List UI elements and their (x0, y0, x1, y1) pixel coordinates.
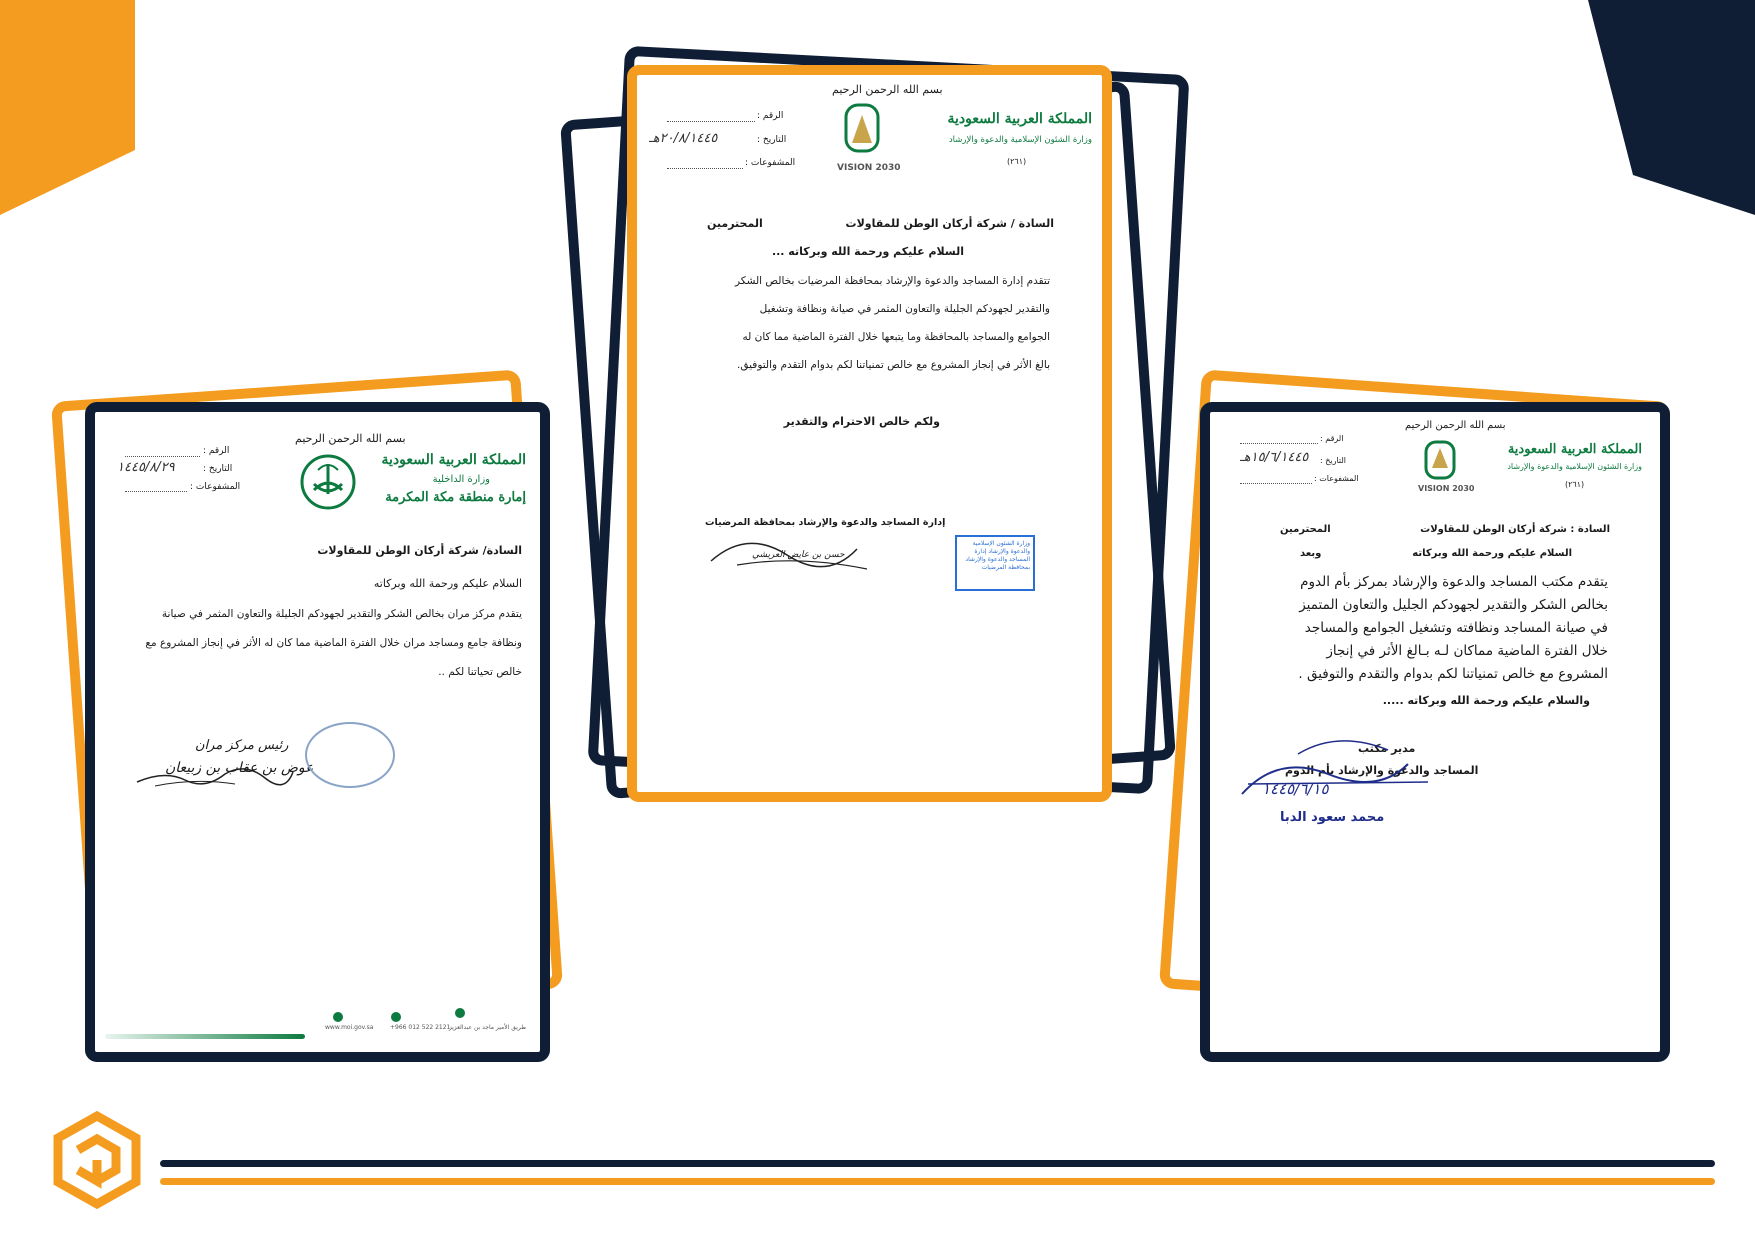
left-sign-title: رئيس مركز مران (195, 738, 289, 753)
center-official-stamp (955, 535, 1035, 591)
right-vision: VISION 2030 (1418, 484, 1475, 493)
navy-bottom-line (160, 1160, 1715, 1167)
left-footer-dot-1 (455, 1008, 465, 1018)
center-closing: ولكم خالص الاحترام والتقدير (783, 415, 940, 428)
right-sign-title-1: مدير مكتب (1358, 742, 1416, 755)
center-ministry: وزارة الشئون الإسلامية والدعوة والإرشاد (948, 135, 1092, 145)
center-basmala: بسم الله الرحمن الرحيم (832, 83, 943, 96)
center-attachments-dots (667, 168, 743, 169)
right-ministry: وزارة الشئون الإسلامية والدعوة والإرشاد (1507, 462, 1642, 471)
right-date-label: التاريخ : (1320, 456, 1347, 465)
left-footer-phone: +966 012 522 2121 (390, 1024, 451, 1031)
right-body-line-2: بخالص الشكر والتقدير لجهودكم الجليل والتعاون المتميز (1299, 597, 1608, 613)
left-footer-dot-3 (333, 1012, 343, 1022)
left-letter (85, 402, 550, 1062)
right-sign-title-2: المساجد والدعوة والإرشاد بأم الدوم (1285, 764, 1479, 777)
left-footer-bar (105, 1034, 305, 1039)
center-code: (٢٦١) (1007, 157, 1027, 166)
left-region: إمارة منطقة مكة المكرمة (385, 490, 526, 505)
center-body-line-2: والتقدير لجهودكم الجليلة والتعاون المثمر في صيانة ونظافة وتشغيل (759, 303, 1050, 315)
center-vision: VISION 2030 (837, 163, 901, 173)
left-basmala: بسم الله الرحمن الرحيم (295, 432, 406, 445)
center-signatory: إدارة المساجد والدعوة والإرشاد بمحافظة المرضيات (705, 517, 946, 528)
right-code: (٢٦١) (1565, 480, 1585, 489)
left-body-line-2: ونظافة جامع ومساجد مران خلال الفترة الماضية مما كان له الأثر في إنجاز المشروع مع (145, 637, 522, 649)
center-body-line-1: تتقدم إدارة المساجد والدعوة والإرشاد بمحافظة المرضيات بخالص الشكر (735, 275, 1050, 287)
center-kingdom: المملكة العربية السعودية (947, 111, 1092, 127)
left-ministry: وزارة الداخلية (432, 474, 490, 485)
center-ref-dots (667, 121, 755, 122)
left-body-line-3: خالص تحياتنا لكم .. (438, 666, 522, 678)
right-attachments-label: المشفوعات : (1314, 474, 1359, 483)
right-sign-date: ١٤٤٥/٦/١٥ (1262, 780, 1329, 798)
left-official-seal (305, 722, 395, 788)
center-ref-label: الرقم : (757, 111, 784, 121)
right-body-line-3: في صيانة المساجد ونظافته وتشغيل الجوامع والمساجد (1304, 620, 1608, 636)
left-kingdom: المملكة العربية السعودية (381, 452, 526, 468)
right-body-line-1: يتقدم مكتب المساجد والدعوة والإرشاد بمركز بأم الدوم (1300, 574, 1608, 590)
center-attachments-label: المشفوعات : (745, 158, 796, 168)
left-attachments-dots (125, 491, 187, 492)
orange-corner-shape (0, 0, 135, 215)
left-body-line-1: يتقدم مركز مران بخالص الشكر والتقدير لجهودكم الجليلة والتعاون المثمر في صيانة (161, 608, 522, 620)
orange-bottom-line (160, 1178, 1715, 1185)
saudi-emblem-icon (300, 454, 356, 510)
right-greeting: السلام عليكم ورحمة الله وبركاته (1412, 548, 1572, 559)
left-date-value: ١٤٤٥/٨/٢٩ (117, 460, 175, 475)
right-body-line-4: خلال الفترة الماضية مماكان لـه بـالغ الأثر في إنجاز (1326, 643, 1608, 659)
left-attachments-label: المشفوعات : (190, 482, 241, 492)
center-body-line-3: الجوامع والمساجد بالمحافظة وما يتبعها خلال الفترة الماضية مما كان له (742, 331, 1050, 343)
center-stamp-text: وزارة الشئون الإسلامية والدعوة والإرشاد إدارة المساجد والدعوة والإرشاد بمحافظة المرضيات (965, 540, 1030, 571)
center-addressee: السادة / شركة أركان الوطن للمقاولات (845, 217, 1054, 230)
right-body-line-5: المشروع مع خالص تمنياتنا لكم بدوام والتقدم والتوفيق . (1298, 666, 1608, 682)
navy-corner-shape (1588, 0, 1755, 215)
center-respected: المحترمين (707, 217, 763, 230)
center-greeting: السلام عليكم ورحمة الله وبركاته ... (771, 245, 964, 258)
center-body-line-4: بالغ الأثر في إنجاز المشروع مع خالص تمنياتنا لكم بدوام التقدم والتوفيق. (737, 359, 1050, 371)
right-ref-dots (1240, 443, 1318, 444)
right-basmala: بسم الله الرحمن الرحيم (1405, 420, 1506, 431)
right-date-value: ١٥/٦/١٤٤٥هـ (1240, 450, 1309, 465)
left-footer-dot-2 (391, 1012, 401, 1022)
center-date-value: ٢٠/٨/١٤٤٥هـ (649, 131, 718, 146)
right-letter (1200, 402, 1670, 1062)
right-closing: والسلام عليكم ورحمة الله وبركاته ..... (1382, 694, 1590, 707)
center-letter (627, 65, 1112, 802)
left-ref-label: الرقم : (203, 446, 230, 456)
left-sign-name: عوض بن عقاب بن زبيعان (165, 760, 314, 776)
company-logo-icon (52, 1110, 142, 1210)
right-sign-name: محمد سعود الدبا (1280, 810, 1385, 825)
right-addressee: السادة : شركة أركان الوطن للمقاولات (1420, 524, 1610, 535)
ministry-emblem-icon (1420, 438, 1460, 482)
center-date-label: التاريخ : (757, 135, 787, 145)
left-footer-web: www.moi.gov.sa (325, 1024, 374, 1031)
center-ministry-emblem-icon (842, 103, 882, 159)
left-ref-dots (125, 456, 200, 457)
center-signature-name: حسن بن عايض العريشي (752, 550, 845, 560)
right-kingdom: المملكة العربية السعودية (1507, 442, 1642, 457)
left-footer-address: طريق الأمير ماجد بن عبدالعزيز (448, 1024, 526, 1031)
right-after: وبعد (1300, 548, 1322, 559)
right-attachments-dots (1240, 483, 1312, 484)
right-respected: المحترمين (1280, 524, 1331, 535)
left-greeting: السلام عليكم ورحمة الله وبركاته (373, 577, 522, 590)
left-date-label: التاريخ : (203, 464, 233, 474)
right-ref-label: الرقم : (1320, 434, 1344, 443)
left-addressee: السادة/ شركة أركان الوطن للمقاولات (317, 544, 522, 557)
